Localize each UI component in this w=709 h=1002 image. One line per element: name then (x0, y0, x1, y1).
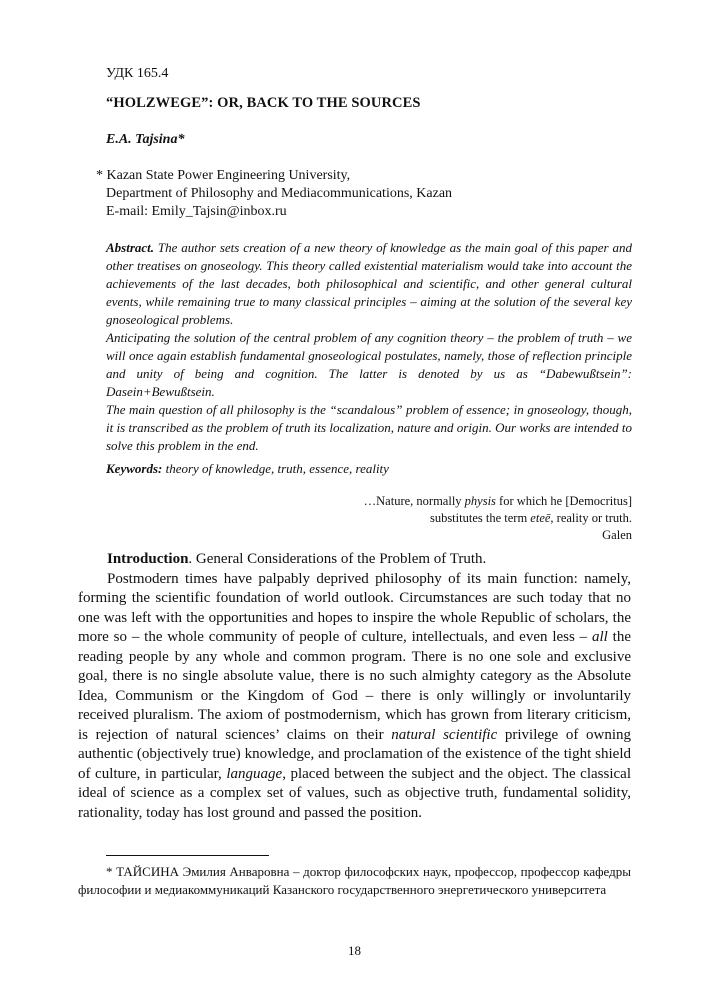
intro-heading: Introduction (107, 551, 189, 567)
epigraph-text: , reality or truth. (550, 511, 632, 525)
udk-code: УДК 165.4 (106, 66, 169, 81)
body-text: the reading people by any whole and common program. There is no one sole and exclusive goal, there is no single absolute value, there is no such almighty category as the Absolute Idea, Communism or the Kingdom of God – there is only willingly or involuntarily received pluralism. The axiom of postmodernism, which has grown from literary criticism, is rejection of natural sciences’ claims on their (78, 629, 631, 743)
epigraph-line-1 (364, 493, 632, 510)
epigraph-italic-term: physis (464, 494, 496, 508)
epigraph-source: Galen (602, 528, 632, 542)
footnote-divider (106, 855, 269, 856)
body-emphasis: natural scientific (391, 726, 498, 743)
epigraph-line-2 (364, 510, 632, 527)
body-text: Postmodern times have palpably deprived philosophy of its main function: namely, forming the scientific foundation of world outlook. Circumstances are such today that no one was left with the opportunities and hopes to inspire the whole Republic of scholars, the more so – the whole community of people of culture, intellectuals, and even less – (78, 570, 631, 645)
affiliation-email: E-mail: Emily_Tajsin@inbox.ru (106, 204, 287, 219)
author-name: E.A. Tajsina* (106, 132, 185, 147)
body-text: , placed between the subject and the object. The classical ideal of science as a complex set of values, such as objective truth, fundamental solidity, rationality, today has lost ground and passed the position. (78, 765, 631, 821)
keywords-label: Keywords: (106, 461, 163, 476)
epigraph-text: substitutes the term (429, 511, 531, 525)
keywords-text: theory of knowledge, truth, essence, reality (162, 461, 389, 476)
abstract-label: Abstract. (106, 240, 155, 255)
abstract-text-1: The author sets creation of a new theory of knowledge as the main goal of this paper and other treatises on gnoseology. This theory called existential materialism would take into account the achievements of the last decades, both philosophical and scientific, and other general cultural events, while remaining true to many classical principles – aiming at the solution of the several key gnoseological problems. (106, 240, 632, 327)
body-text: privilege of owning authentic (objectively true) knowledge, and proclamation of the existence of the tight shield of culture, in particular, (78, 726, 631, 782)
abstract-paragraph-1 (106, 239, 632, 329)
epigraph (364, 493, 632, 544)
abstract (106, 239, 632, 455)
body-emphasis: all (591, 629, 608, 645)
epigraph-text: for which he [Democritus] (495, 494, 632, 508)
keywords (106, 461, 389, 477)
affiliation-university: * Kazan State Power Engineering University, (96, 168, 351, 183)
intro-subheading: . General Considerations of the Problem of Truth. (188, 551, 487, 567)
footnote: * ТАЙСИНА Эмилия Анваровна – доктор философских наук, профессор, профессор кафедры философии и медиакоммуникаций Казанского государственного энергетического университета (78, 864, 631, 897)
affiliation-department: Department of Philosophy and Mediacommunications, Kazan (106, 186, 453, 201)
paper-title: “HOLZWEGE”: OR, BACK TO THE SOURCES (106, 95, 421, 111)
abstract-paragraph-2: Anticipating the solution of the central problem of any cognition theory – the problem of truth – we will once again establish fundamental gnoseological postulates, namely, those of reflection principle and unity of being and cognition. The latter is denoted by us as “Dabewußtsein”: Dasein+Bewußtsein. (106, 330, 632, 399)
body-paragraph (78, 570, 631, 824)
page-number: 18 (348, 943, 361, 958)
epigraph-text: …Nature, normally (363, 494, 465, 508)
body-emphasis: language (226, 765, 283, 782)
epigraph-italic-term: eteē (530, 511, 551, 525)
author-affiliation (96, 167, 452, 221)
main-text (78, 550, 631, 823)
intro-heading-line (78, 550, 631, 570)
abstract-paragraph-3: The main question of all philosophy is the “scandalous” problem of essence; in gnoseology, though, it is transcribed as the problem of truth its localization, nature and origin. Our works are intended to solve this problem in the end. (106, 402, 632, 453)
